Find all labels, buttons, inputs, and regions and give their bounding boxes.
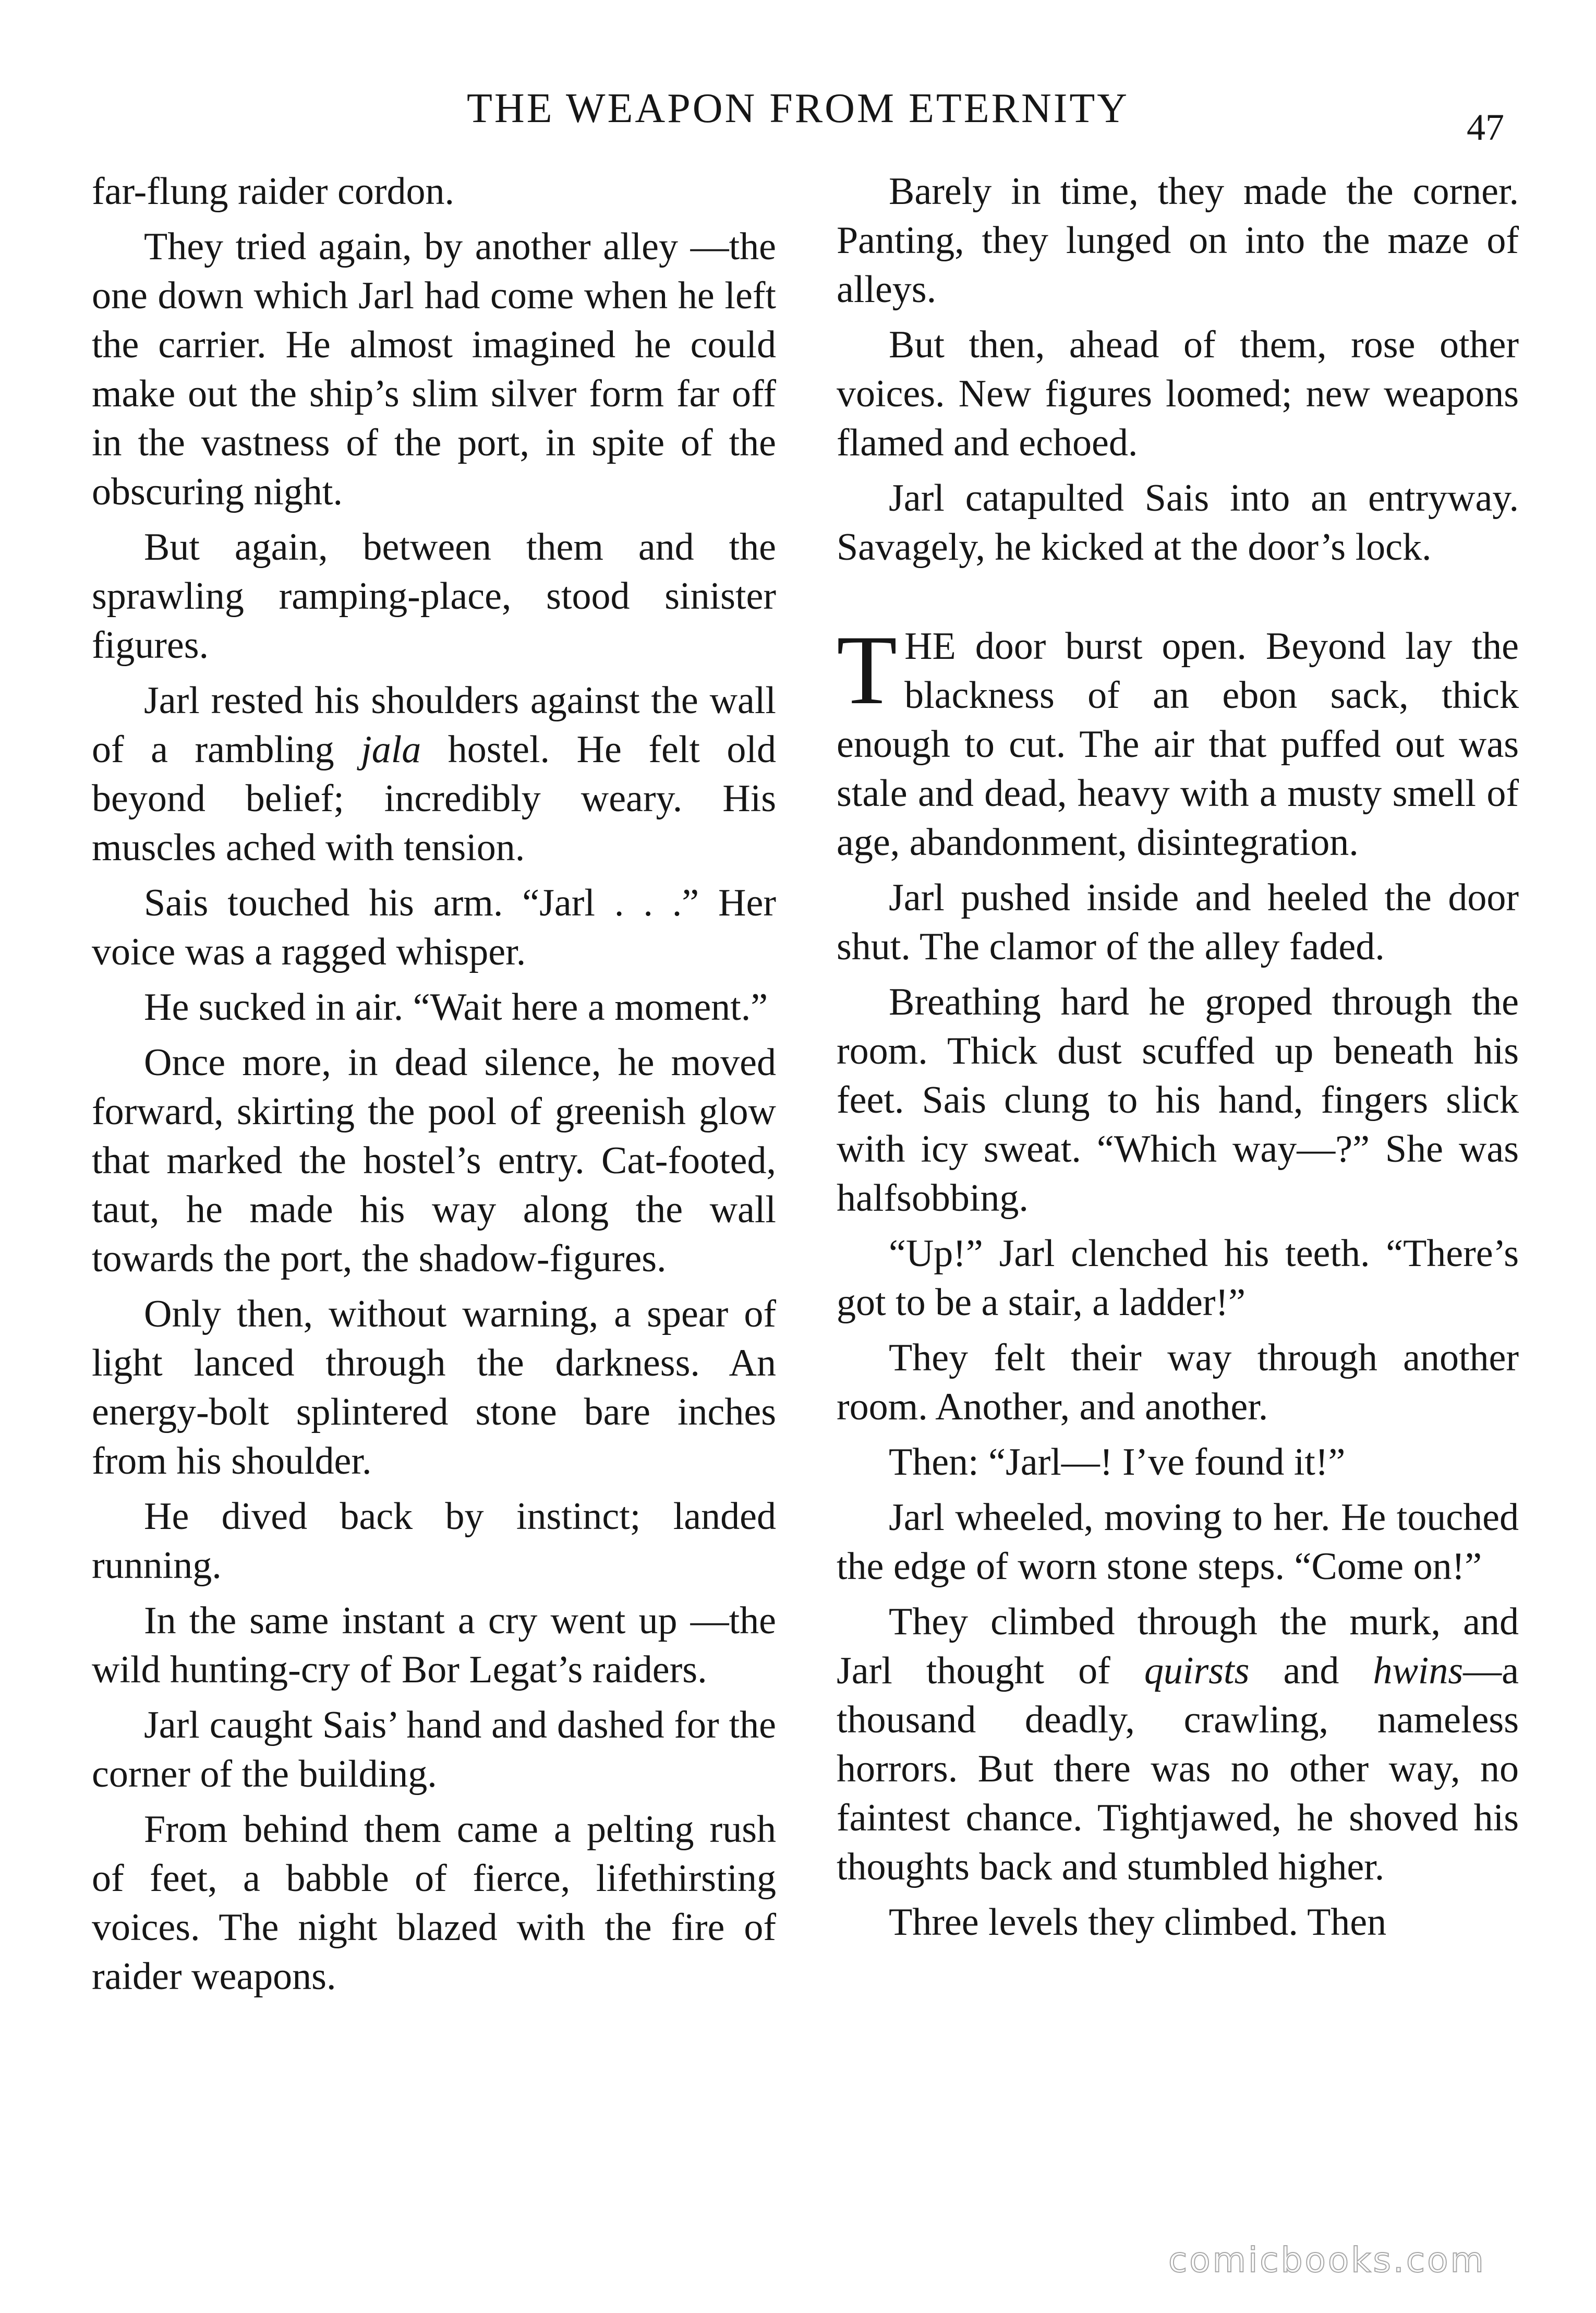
text-span: and	[1283, 1649, 1339, 1692]
text-span: hostel. He felt old beyond belief; incredibly weary. His muscles ached with tension.	[92, 728, 776, 869]
paragraph: Once more, in dead silence, he moved forward, skirting the pool of greenish glow that marked the hostel’s entry. Cat-footed, taut, he made his way along the wall towards the port, the shadow-figures.	[92, 1041, 776, 1280]
site-watermark: comicbooks.com	[1168, 2240, 1486, 2280]
text-span: They climbed through the murk, and Jarl thought of	[837, 1600, 1519, 1692]
paragraph: far-flung raider cordon.	[92, 170, 455, 213]
paragraph: Then: “Jarl—! I’ve found it!”	[889, 1441, 1346, 1484]
drop-cap: T	[837, 616, 898, 725]
paragraph: “Up!” Jarl clenched his teeth. “There’s got to be a stair, a ladder!”	[837, 1232, 1519, 1324]
paragraph: In the same instant a cry went up —the wild hunting-cry of Bor Legat’s raiders.	[92, 1599, 776, 1691]
paragraph: But again, between them and the sprawling ramping-place, stood sinister figures.	[92, 526, 776, 667]
paragraph	[92, 676, 776, 872]
paragraph: Jarl wheeled, moving to her. He touched the edge of worn stone steps. “Come on!”	[837, 1496, 1519, 1588]
running-header-title: THE WEAPON FROM ETERNITY	[466, 86, 1130, 131]
paragraph: Only then, without warning, a spear of light lanced through the darkness. An energy-bolt splintered stone bare inches from his shoulder.	[92, 1293, 776, 1483]
italic-term: quirsts	[1144, 1649, 1250, 1692]
page-number: 47	[1467, 106, 1504, 148]
paragraph: Jarl caught Sais’ hand and dashed for the corner of the building.	[92, 1704, 776, 1796]
paragraph: He dived back by instinct; landed running.	[92, 1495, 776, 1587]
paragraph: Jarl catapulted Sais into an entryway. Savagely, he kicked at the door’s lock.	[837, 477, 1519, 569]
paragraph: Sais touched his arm. “Jarl . . .” Her voice was a ragged whisper.	[92, 882, 776, 973]
paragraph: He sucked in air. “Wait here a moment.”	[144, 986, 768, 1029]
paragraph: Three levels they climbed. Then	[889, 1901, 1387, 1944]
text-span: HE door burst open. Beyond lay the blackness of an ebon sack, thick enough to cut. The air that puffed out was stale and dead, heavy with a musty smell of age, abandonment, disintegration.	[837, 625, 1519, 864]
paragraph: They tried again, by another alley —the one down which Jarl had come when he left the carrier. He almost imagined he could make out the ship’s slim silver form far off in the vastness of the port, in spite of the obscuring night.	[92, 225, 776, 513]
paragraph: But then, ahead of them, rose other voices. New figures loomed; new weapons flamed and echoed.	[837, 323, 1519, 464]
text-span: —a thousand deadly, crawling, nameless horrors. But there was no other way, no faintest chance. Tightjawed, he shoved his thoughts back and stumbled higher.	[837, 1649, 1519, 1888]
paragraph: Barely in time, they made the corner. Panting, they lunged on into the maze of alleys.	[837, 170, 1519, 311]
section-opening-paragraph	[837, 616, 1519, 867]
paragraph: From behind them came a pelting rush of feet, a babble of fierce, lifethirsting voices. The night blazed with the fire of raider weapons.	[92, 1808, 776, 1998]
italic-term: hwins	[1373, 1649, 1464, 1692]
paragraph: Jarl pushed inside and heeled the door shut. The clamor of the alley faded.	[837, 876, 1519, 968]
text-span: Jarl rested his shoulders against the wall of a rambling	[92, 679, 776, 771]
right-text-column	[837, 167, 1519, 1953]
paragraph: They felt their way through another room. Another, and another.	[837, 1336, 1519, 1428]
italic-term: jala	[361, 728, 421, 771]
left-text-column	[92, 167, 776, 2007]
paragraph	[837, 1597, 1519, 1892]
paragraph: Breathing hard he groped through the room. Thick dust scuffed up beneath his feet. Sais clung to his hand, fingers slick with icy sweat. “Which way—?” She was halfsobbing.	[837, 981, 1519, 1220]
